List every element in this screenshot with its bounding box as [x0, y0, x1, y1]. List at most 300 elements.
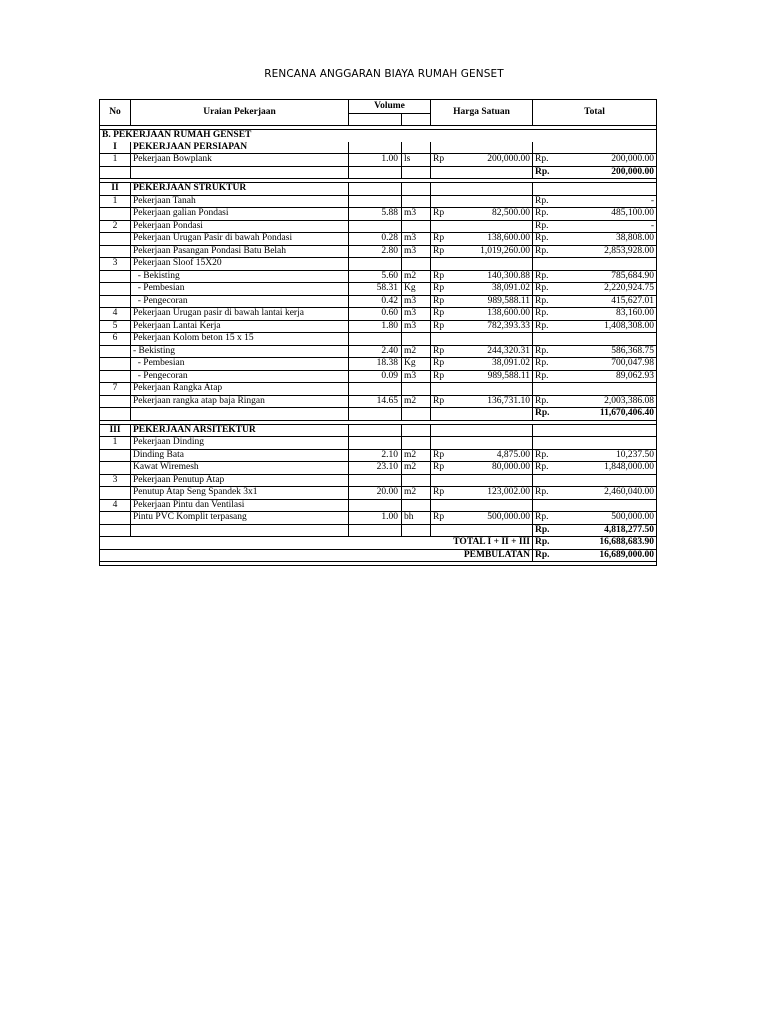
row-total: [563, 437, 657, 450]
row-unit-price: 38,091.02: [469, 283, 533, 296]
row-no: [100, 270, 131, 283]
table-row: [100, 370, 657, 383]
row-total: 1,408,308.00: [563, 320, 657, 333]
row-no: [100, 345, 131, 358]
row-description: - Pengecoran: [131, 370, 349, 383]
header-harga-satuan: Harga Satuan: [431, 100, 533, 126]
row-no: 5: [100, 320, 131, 333]
row-currency: [431, 383, 469, 396]
row-no: 1: [100, 195, 131, 208]
row-unit-price: 140,300.88: [469, 270, 533, 283]
table-row: [100, 424, 657, 437]
header-uraian: Uraian Pekerjaan: [131, 100, 349, 126]
row-unit: m2: [402, 395, 431, 408]
header-volume: Volume: [349, 100, 431, 114]
row-total-currency: [533, 383, 563, 396]
row-volume: 0.42: [349, 295, 402, 308]
row-description: Pekerjaan Urugan pasir di bawah lantai kerja: [131, 308, 349, 321]
subtotal-no: [100, 524, 131, 537]
row-unit-price: 989,588.11: [469, 295, 533, 308]
row-unit-price: [469, 474, 533, 487]
subtotal-desc: [131, 166, 349, 179]
cost-estimate-table: [99, 99, 657, 566]
table-row: [100, 395, 657, 408]
row-total: [563, 183, 657, 196]
row-no: 4: [100, 499, 131, 512]
row-volume: [349, 142, 402, 154]
table-row: [100, 295, 657, 308]
row-no: [100, 449, 131, 462]
row-unit: [402, 142, 431, 154]
grand-total-value: 16,688,683.90: [563, 537, 657, 550]
row-no: [100, 512, 131, 525]
row-unit: Kg: [402, 283, 431, 296]
row-total-currency: Rp.: [533, 295, 563, 308]
table-row: [100, 183, 657, 196]
row-volume: 1.00: [349, 154, 402, 167]
row-total: 38,808.00: [563, 233, 657, 246]
row-total-currency: Rp.: [533, 320, 563, 333]
grand-total-label: TOTAL I + II + III: [100, 537, 533, 550]
row-unit-price: [469, 220, 533, 233]
row-no: 6: [100, 333, 131, 346]
row-unit: m2: [402, 462, 431, 475]
grand-total-currency: Rp.: [533, 537, 563, 550]
row-currency: Rp: [431, 233, 469, 246]
row-volume: [349, 195, 402, 208]
row-total-currency: Rp.: [533, 358, 563, 371]
row-currency: Rp: [431, 358, 469, 371]
row-total: -: [563, 195, 657, 208]
row-description: Pekerjaan Kolom beton 15 x 15: [131, 333, 349, 346]
row-unit-price: 500,000.00: [469, 512, 533, 525]
row-unit-price: 1,019,260.00: [469, 245, 533, 258]
row-no: [100, 358, 131, 371]
subtotal-price: [469, 166, 533, 179]
row-total: 586,368.75: [563, 345, 657, 358]
row-total-currency: Rp.: [533, 220, 563, 233]
row-total: 2,853,928.00: [563, 245, 657, 258]
header-no: No: [100, 100, 131, 126]
row-total-currency: [533, 142, 563, 154]
row-currency: Rp: [431, 154, 469, 167]
row-total: 2,220,924.75: [563, 283, 657, 296]
row-unit: m3: [402, 208, 431, 221]
row-currency: [431, 474, 469, 487]
subtotal-struktur: [100, 408, 657, 421]
row-unit-price: 782,393.33: [469, 320, 533, 333]
row-total: [563, 499, 657, 512]
table-row: [100, 345, 657, 358]
row-volume: [349, 424, 402, 437]
table-row: [100, 487, 657, 500]
row-description: Pekerjaan Sloof 15X20: [131, 258, 349, 271]
row-total: [563, 333, 657, 346]
row-volume: 1.00: [349, 512, 402, 525]
row-unit-price: 138,600.00: [469, 308, 533, 321]
row-currency: [431, 333, 469, 346]
row-description: Pekerjaan Penutup Atap: [131, 474, 349, 487]
row-unit: [402, 183, 431, 196]
row-currency: Rp: [431, 345, 469, 358]
row-unit-price: [469, 333, 533, 346]
row-unit: [402, 333, 431, 346]
row-currency: [431, 195, 469, 208]
row-description: Dinding Bata: [131, 449, 349, 462]
row-currency: Rp: [431, 487, 469, 500]
row-volume: 2.10: [349, 449, 402, 462]
subtotal-unit: [402, 408, 431, 421]
table-row: [100, 499, 657, 512]
row-volume: [349, 474, 402, 487]
row-volume: 20.00: [349, 487, 402, 500]
table-row: [100, 449, 657, 462]
row-volume: 2.80: [349, 245, 402, 258]
row-description: - Bekisting: [131, 270, 349, 283]
row-no: [100, 462, 131, 475]
row-unit: m3: [402, 320, 431, 333]
row-unit: [402, 383, 431, 396]
row-description: Pekerjaan Urugan Pasir di bawah Pondasi: [131, 233, 349, 246]
header-volume-qty: [349, 114, 402, 126]
row-volume: 0.60: [349, 308, 402, 321]
row-total-currency: [533, 424, 563, 437]
row-description: PEKERJAAN STRUKTUR: [131, 183, 349, 196]
row-currency: Rp: [431, 308, 469, 321]
subtotal-persiapan-currency: Rp.: [533, 166, 563, 179]
row-unit: m2: [402, 449, 431, 462]
table-row: [100, 474, 657, 487]
subtotal-price: [469, 408, 533, 421]
row-total: 1,848,000.00: [563, 462, 657, 475]
row-no: [100, 395, 131, 408]
row-description: - Pengecoran: [131, 295, 349, 308]
table-row: [100, 208, 657, 221]
subtotal-persiapan-value: 200,000.00: [563, 166, 657, 179]
row-no: [100, 295, 131, 308]
row-description: Pekerjaan galian Pondasi: [131, 208, 349, 221]
row-total: 10,237.50: [563, 449, 657, 462]
row-unit-price: 4,875.00: [469, 449, 533, 462]
subtotal-persiapan: [100, 166, 657, 179]
subtotal-unit: [402, 166, 431, 179]
row-volume: [349, 333, 402, 346]
row-volume: 1.80: [349, 320, 402, 333]
row-currency: Rp: [431, 512, 469, 525]
row-currency: [431, 499, 469, 512]
subtotal-cur1: [431, 166, 469, 179]
row-description: - Pembesian: [131, 358, 349, 371]
row-no: 1: [100, 437, 131, 450]
row-total-currency: [533, 183, 563, 196]
subtotal-no: [100, 408, 131, 421]
row-volume: 5.88: [349, 208, 402, 221]
row-total-currency: [533, 258, 563, 271]
table-row: [100, 320, 657, 333]
row-currency: [431, 142, 469, 154]
row-total: 89,062.93: [563, 370, 657, 383]
table-row: [100, 283, 657, 296]
subtotal-arsitektur-currency: Rp.: [533, 524, 563, 537]
row-volume: [349, 220, 402, 233]
table-row: [100, 512, 657, 525]
table-row: [100, 308, 657, 321]
row-description: Pintu PVC Komplit terpasang: [131, 512, 349, 525]
rounding-total-value: 16,689,000.00: [563, 549, 657, 562]
row-unit-price: [469, 183, 533, 196]
row-unit-price: [469, 424, 533, 437]
subtotal-cur1: [431, 408, 469, 421]
row-description: Pekerjaan Lantai Kerja: [131, 320, 349, 333]
row-total-currency: Rp.: [533, 208, 563, 221]
row-currency: Rp: [431, 283, 469, 296]
row-total-currency: Rp.: [533, 270, 563, 283]
row-volume: 58.31: [349, 283, 402, 296]
row-unit-price: [469, 258, 533, 271]
row-unit-price: [469, 195, 533, 208]
row-total-currency: Rp.: [533, 283, 563, 296]
table-row: [100, 258, 657, 271]
subtotal-desc: [131, 524, 349, 537]
row-total-currency: [533, 333, 563, 346]
subtotal-no: [100, 166, 131, 179]
row-total-currency: [533, 474, 563, 487]
row-volume: 14.65: [349, 395, 402, 408]
row-total: 83,160.00: [563, 308, 657, 321]
table-row: [100, 154, 657, 167]
row-no: 3: [100, 474, 131, 487]
row-volume: 0.09: [349, 370, 402, 383]
row-unit-price: [469, 499, 533, 512]
table-bottom-cell: [100, 562, 657, 566]
row-total: [563, 383, 657, 396]
table-row: [100, 437, 657, 450]
row-unit-price: 989,588.11: [469, 370, 533, 383]
row-total-currency: Rp.: [533, 370, 563, 383]
table-row: [100, 142, 657, 154]
row-currency: Rp: [431, 449, 469, 462]
rounding-total-label: PEMBULATAN: [100, 549, 533, 562]
row-no: I: [100, 142, 131, 154]
row-no: [100, 283, 131, 296]
row-volume: 2.40: [349, 345, 402, 358]
row-description: Penutup Atap Seng Spandek 3x1: [131, 487, 349, 500]
row-total-currency: Rp.: [533, 345, 563, 358]
row-total: 485,100.00: [563, 208, 657, 221]
row-unit-price: [469, 437, 533, 450]
subtotal-cur1: [431, 524, 469, 537]
row-total-currency: Rp.: [533, 395, 563, 408]
row-unit: m2: [402, 345, 431, 358]
row-unit-price: [469, 383, 533, 396]
row-no: [100, 233, 131, 246]
row-total: 2,003,386.08: [563, 395, 657, 408]
row-total: 500,000.00: [563, 512, 657, 525]
row-unit-price: 38,091.02: [469, 358, 533, 371]
row-description: Pekerjaan Tanah: [131, 195, 349, 208]
row-unit-price: 123,002.00: [469, 487, 533, 500]
row-total: -: [563, 220, 657, 233]
row-total-currency: Rp.: [533, 308, 563, 321]
rounding-total-currency: Rp.: [533, 549, 563, 562]
row-total-currency: Rp.: [533, 462, 563, 475]
row-currency: Rp: [431, 462, 469, 475]
row-no: 1: [100, 154, 131, 167]
row-volume: 0.28: [349, 233, 402, 246]
page-title: RENCANA ANGGARAN BIAYA RUMAH GENSET: [264, 68, 504, 80]
row-total-currency: Rp.: [533, 154, 563, 167]
row-unit: ls: [402, 154, 431, 167]
row-currency: [431, 437, 469, 450]
rounding-total: [100, 549, 657, 562]
row-currency: Rp: [431, 370, 469, 383]
subtotal-arsitektur: [100, 524, 657, 537]
row-description: Pekerjaan Pintu dan Ventilasi: [131, 499, 349, 512]
row-total-currency: Rp.: [533, 245, 563, 258]
row-total-currency: Rp.: [533, 487, 563, 500]
row-description: Pekerjaan rangka atap baja Ringan: [131, 395, 349, 408]
subtotal-arsitektur-value: 4,818,277.50: [563, 524, 657, 537]
row-currency: Rp: [431, 270, 469, 283]
row-unit: [402, 474, 431, 487]
row-no: II: [100, 183, 131, 196]
row-total: [563, 424, 657, 437]
row-total: 415,627.01: [563, 295, 657, 308]
row-unit-price: [469, 142, 533, 154]
row-volume: 23.10: [349, 462, 402, 475]
row-unit-price: 138,600.00: [469, 233, 533, 246]
row-volume: 5.60: [349, 270, 402, 283]
row-unit-price: 244,320.31: [469, 345, 533, 358]
subtotal-vol: [349, 166, 402, 179]
row-no: [100, 487, 131, 500]
row-unit: [402, 220, 431, 233]
row-currency: [431, 183, 469, 196]
row-no: III: [100, 424, 131, 437]
row-total: 785,684.90: [563, 270, 657, 283]
row-unit: [402, 258, 431, 271]
table-row: [100, 358, 657, 371]
row-no: 2: [100, 220, 131, 233]
subtotal-struktur-value: 11,670,406.40: [563, 408, 657, 421]
table-row: [100, 233, 657, 246]
row-total: [563, 142, 657, 154]
row-currency: [431, 424, 469, 437]
row-description: Kawat Wiremesh: [131, 462, 349, 475]
row-description: Pekerjaan Pasangan Pondasi Batu Belah: [131, 245, 349, 258]
row-unit: bh: [402, 512, 431, 525]
grand-total: [100, 537, 657, 550]
table-row: [100, 462, 657, 475]
header-volume-unit: [402, 114, 431, 126]
row-total-currency: [533, 437, 563, 450]
header-total: Total: [533, 100, 657, 126]
row-total-currency: [533, 499, 563, 512]
row-unit: m3: [402, 308, 431, 321]
row-currency: Rp: [431, 320, 469, 333]
row-volume: [349, 437, 402, 450]
row-description: PEKERJAAN PERSIAPAN: [131, 142, 349, 154]
row-currency: Rp: [431, 208, 469, 221]
row-volume: [349, 183, 402, 196]
row-total: 200,000.00: [563, 154, 657, 167]
row-description: - Bekisting: [131, 345, 349, 358]
row-description: Pekerjaan Dinding: [131, 437, 349, 450]
table-row: [100, 383, 657, 396]
row-no: [100, 245, 131, 258]
subtotal-vol: [349, 408, 402, 421]
row-total-currency: Rp.: [533, 233, 563, 246]
row-volume: [349, 499, 402, 512]
row-volume: [349, 258, 402, 271]
row-currency: [431, 258, 469, 271]
subtotal-desc: [131, 408, 349, 421]
row-description: PEKERJAAN ARSITEKTUR: [131, 424, 349, 437]
row-unit: m2: [402, 487, 431, 500]
subtotal-unit: [402, 524, 431, 537]
row-total: 2,460,040.00: [563, 487, 657, 500]
row-currency: Rp: [431, 295, 469, 308]
row-unit: m3: [402, 370, 431, 383]
row-description: - Pembesian: [131, 283, 349, 296]
row-total-currency: Rp.: [533, 195, 563, 208]
row-unit: [402, 437, 431, 450]
row-currency: [431, 220, 469, 233]
table-row: [100, 195, 657, 208]
row-no: [100, 208, 131, 221]
subtotal-vol: [349, 524, 402, 537]
row-no: [100, 370, 131, 383]
row-description: Pekerjaan Rangka Atap: [131, 383, 349, 396]
row-volume: [349, 383, 402, 396]
table-body: [100, 130, 657, 566]
row-total: 700,047.98: [563, 358, 657, 371]
row-unit: m2: [402, 270, 431, 283]
row-unit: [402, 499, 431, 512]
table-row: [100, 270, 657, 283]
row-no: 4: [100, 308, 131, 321]
row-description: Pekerjaan Pondasi: [131, 220, 349, 233]
row-unit-price: 82,500.00: [469, 208, 533, 221]
row-currency: Rp: [431, 395, 469, 408]
subtotal-price: [469, 524, 533, 537]
row-total-currency: Rp.: [533, 512, 563, 525]
row-currency: Rp: [431, 245, 469, 258]
row-no: 3: [100, 258, 131, 271]
table-row: [100, 333, 657, 346]
row-unit-price: 200,000.00: [469, 154, 533, 167]
row-description: Pekerjaan Bowplank: [131, 154, 349, 167]
row-total: [563, 258, 657, 271]
table-row: [100, 220, 657, 233]
row-unit: Kg: [402, 358, 431, 371]
row-unit: m3: [402, 233, 431, 246]
section-b-title: B. PEKERJAAN RUMAH GENSET: [100, 130, 657, 142]
row-total-currency: Rp.: [533, 449, 563, 462]
table-bottom: [100, 562, 657, 566]
row-unit: m3: [402, 245, 431, 258]
row-unit-price: 136,731.10: [469, 395, 533, 408]
row-total: [563, 474, 657, 487]
subtotal-struktur-currency: Rp.: [533, 408, 563, 421]
row-unit-price: 80,000.00: [469, 462, 533, 475]
table-row: [100, 245, 657, 258]
row-volume: 18.38: [349, 358, 402, 371]
row-unit: [402, 424, 431, 437]
row-unit: m3: [402, 295, 431, 308]
row-unit: [402, 195, 431, 208]
row-no: 7: [100, 383, 131, 396]
